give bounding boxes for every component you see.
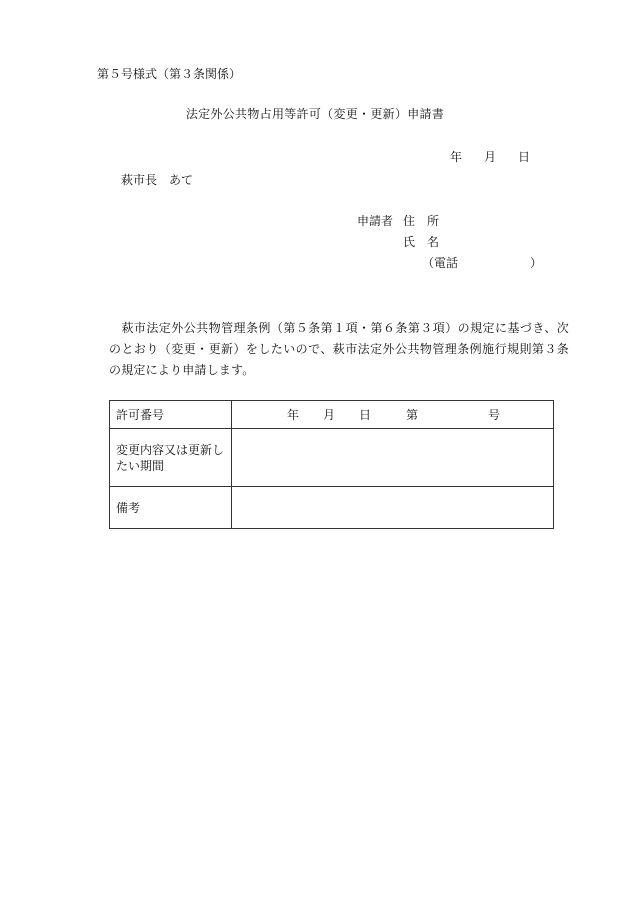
address-label: 住 所 bbox=[403, 214, 440, 228]
remarks-label: 備考 bbox=[110, 487, 232, 529]
addressee: 萩市長 あて bbox=[121, 173, 194, 187]
name-label: 氏 名 bbox=[403, 235, 440, 249]
phone-close-paren: ） bbox=[530, 256, 543, 270]
form-number: 第５号様式（第３条関係） bbox=[97, 67, 242, 81]
application-statement: 萩市法定外公共物管理条例（第５条第１項・第６条第３項）の規定に基づき、次のとおり（変更・更新）をしたいので、萩市法定外公共物管理条例施行規則第３条の規定により申請します。 bbox=[109, 321, 569, 377]
permit-dai-label: 第 bbox=[406, 408, 419, 422]
permit-year-label: 年 bbox=[287, 408, 300, 422]
permit-day-label: 日 bbox=[359, 408, 372, 422]
table-row bbox=[110, 429, 554, 487]
table-row bbox=[110, 401, 554, 429]
permit-go-label: 号 bbox=[488, 408, 501, 422]
permit-month-label: 月 bbox=[323, 408, 336, 422]
date-day-label: 日 bbox=[518, 150, 531, 164]
change-content-label: 変更内容又は更新したい期間 bbox=[110, 429, 232, 487]
permit-table bbox=[109, 400, 554, 529]
date-month-label: 月 bbox=[484, 150, 497, 164]
remarks-field[interactable] bbox=[232, 487, 554, 529]
permit-number-label: 許可番号 bbox=[110, 401, 232, 429]
applicant-label: 申請者 bbox=[357, 214, 394, 228]
phone-label: （電話 bbox=[422, 256, 459, 270]
permit-number-field[interactable] bbox=[232, 401, 554, 429]
table-row bbox=[110, 487, 554, 529]
date-year-label: 年 bbox=[450, 150, 463, 164]
document-title: 法定外公共物占用等許可（変更・更新）申請書 bbox=[185, 107, 445, 121]
change-content-field[interactable] bbox=[232, 429, 554, 487]
